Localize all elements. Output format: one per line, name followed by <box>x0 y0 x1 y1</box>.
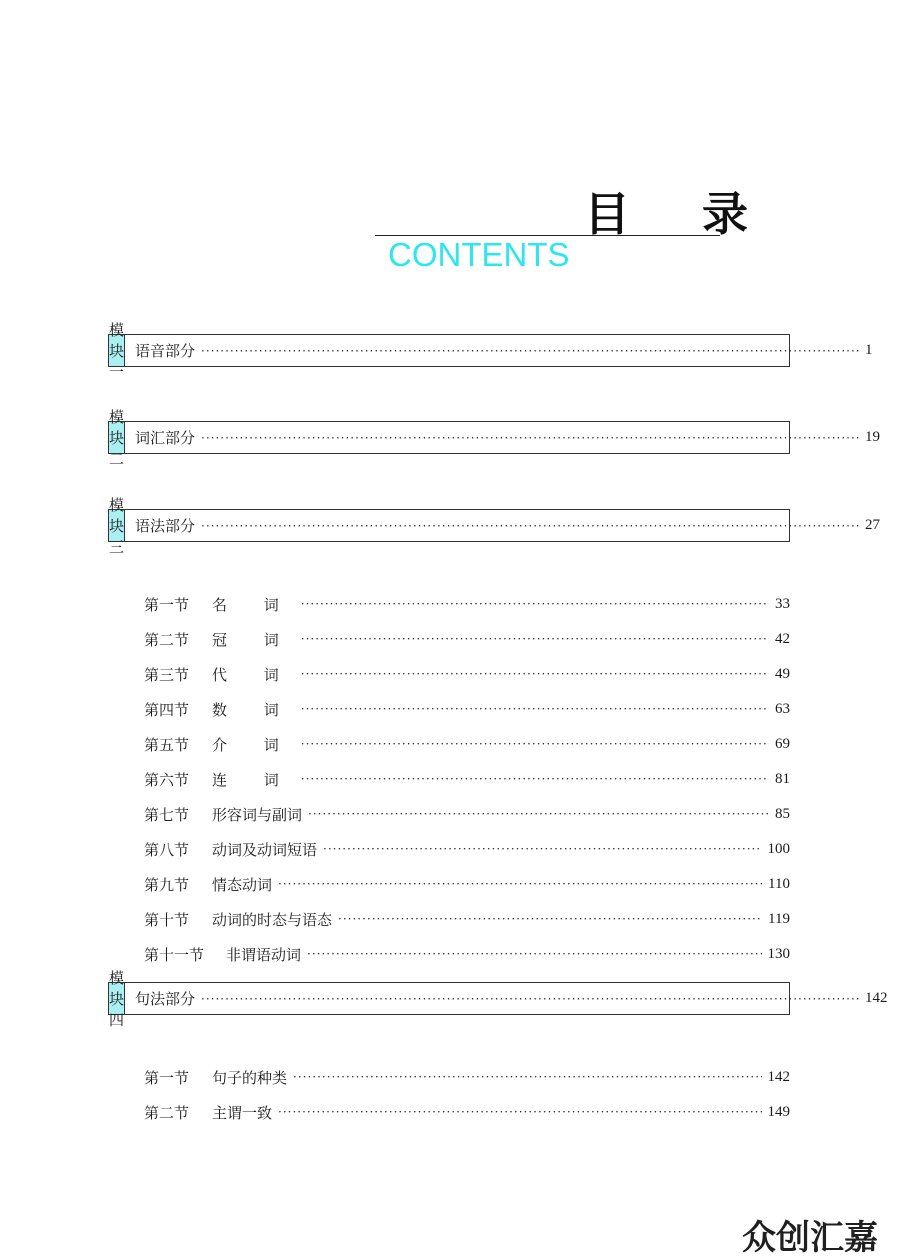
dot-leader <box>201 991 859 1007</box>
section-number: 第一节 <box>144 595 190 614</box>
dot-leader <box>301 771 769 787</box>
dot-leader <box>201 430 859 446</box>
module-row-1[interactable] <box>108 321 873 381</box>
section-row[interactable] <box>144 627 790 651</box>
module-tag: 模块二 <box>109 408 125 468</box>
section-row[interactable] <box>144 837 790 861</box>
section-page: 130 <box>767 945 790 962</box>
dot-leader <box>301 631 769 647</box>
section-number: 第二节 <box>144 1103 190 1122</box>
section-number: 第七节 <box>144 805 190 824</box>
section-name: 动词及动词短语 <box>212 840 318 859</box>
section-row[interactable] <box>144 592 790 616</box>
section-row[interactable] <box>144 767 790 791</box>
module-row-4[interactable] <box>108 969 888 1029</box>
section-number: 第十一节 <box>144 945 205 964</box>
dot-leader <box>301 666 769 682</box>
module-page: 19 <box>864 429 880 445</box>
dot-leader <box>293 1069 761 1085</box>
section-page: 85 <box>775 805 790 822</box>
dot-leader <box>301 596 769 612</box>
section-name: 动词的时态与语态 <box>212 910 333 929</box>
section-name: 介 词 <box>212 735 295 754</box>
section-page: 42 <box>775 630 790 647</box>
module-row-2[interactable] <box>108 408 880 468</box>
module-page: 142 <box>864 990 888 1006</box>
page-title: 目 录 <box>584 187 777 241</box>
section-row[interactable] <box>144 802 790 826</box>
module-name: 语法部分 <box>135 517 196 535</box>
section-row[interactable] <box>144 1065 790 1089</box>
section-name: 连 词 <box>212 770 295 789</box>
section-row[interactable] <box>144 872 790 896</box>
section-number: 第三节 <box>144 665 190 684</box>
dot-leader <box>301 736 769 752</box>
section-number: 第二节 <box>144 630 190 649</box>
module-tag: 模块三 <box>109 496 125 556</box>
section-number: 第五节 <box>144 735 190 754</box>
section-name: 形容词与副词 <box>212 805 303 824</box>
module-name: 词汇部分 <box>135 429 196 447</box>
section-page: 110 <box>768 875 790 892</box>
section-row[interactable] <box>144 1100 790 1124</box>
section-page: 119 <box>768 910 790 927</box>
section-name: 名 词 <box>212 595 295 614</box>
section-row[interactable] <box>144 732 790 756</box>
section-page: 81 <box>775 770 790 787</box>
section-page: 100 <box>767 840 790 857</box>
section-row[interactable] <box>144 942 790 966</box>
page-subtitle: CONTENTS <box>388 236 570 273</box>
dot-leader <box>301 701 769 717</box>
section-name: 句子的种类 <box>212 1068 288 1087</box>
module-name: 句法部分 <box>135 990 196 1008</box>
section-number: 第六节 <box>144 770 190 789</box>
section-number: 第十节 <box>144 910 190 929</box>
section-page: 142 <box>767 1068 790 1085</box>
dot-leader <box>307 946 761 962</box>
dot-leader <box>278 876 762 892</box>
section-name: 主谓一致 <box>212 1103 273 1122</box>
module-row-3[interactable] <box>108 496 880 556</box>
dot-leader <box>308 806 769 822</box>
section-name: 情态动词 <box>212 875 273 894</box>
section-row[interactable] <box>144 662 790 686</box>
module-page: 1 <box>864 342 873 358</box>
section-name: 非谓语动词 <box>226 945 302 964</box>
section-number: 第八节 <box>144 840 190 859</box>
section-page: 69 <box>775 735 790 752</box>
section-row[interactable] <box>144 907 790 931</box>
dot-leader <box>323 841 761 857</box>
module-tag: 模块一 <box>109 321 125 381</box>
section-page: 49 <box>775 665 790 682</box>
watermark-logo: 众创汇嘉 <box>742 1218 878 1258</box>
dot-leader <box>201 518 859 534</box>
dot-leader <box>201 343 859 359</box>
dot-leader <box>338 911 762 927</box>
section-name: 数 词 <box>212 700 295 719</box>
section-number: 第四节 <box>144 700 190 719</box>
section-name: 代 词 <box>212 665 295 684</box>
module-name: 语音部分 <box>135 342 196 360</box>
section-page: 149 <box>767 1103 790 1120</box>
dot-leader <box>278 1104 761 1120</box>
section-name: 冠 词 <box>212 630 295 649</box>
module-page: 27 <box>864 517 880 533</box>
section-page: 33 <box>775 595 790 612</box>
section-number: 第九节 <box>144 875 190 894</box>
section-page: 63 <box>775 700 790 717</box>
module-tag: 模块四 <box>109 969 125 1029</box>
section-number: 第一节 <box>144 1068 190 1087</box>
section-row[interactable] <box>144 697 790 721</box>
